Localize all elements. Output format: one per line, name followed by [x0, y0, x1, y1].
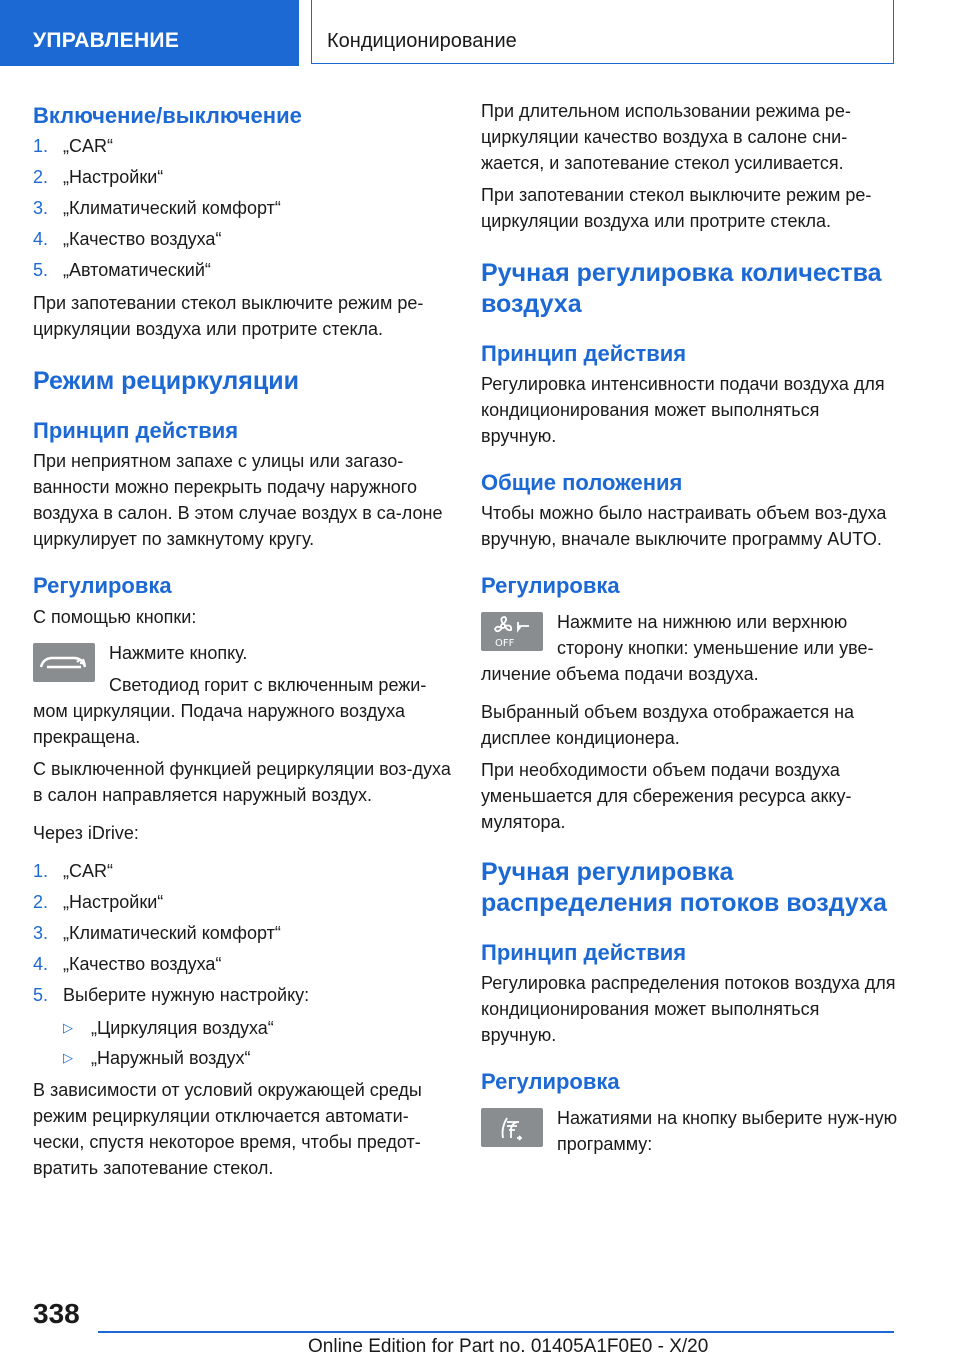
list-item: ▷ „Циркуляция воздуха“ — [63, 1018, 274, 1038]
list-item: 1. „CAR“ — [33, 861, 113, 881]
list-item: 2. „Настройки“ — [33, 892, 164, 912]
options-sublist — [33, 1013, 451, 1073]
svg-text:OFF: OFF — [495, 638, 515, 649]
paragraph: Через iDrive: — [33, 823, 139, 843]
air-distribution-button-icon — [481, 1108, 543, 1147]
paragraph: С помощью кнопки: — [33, 607, 197, 627]
paragraph: Регулировка интенсивности подачи воздуха для кондиционирования может выполняться вручную. — [481, 374, 885, 446]
heading-manual-amount: Ручная регулировка количества воздуха — [481, 259, 882, 318]
footer-divider — [98, 1331, 894, 1333]
list-item: 5. „Автоматический“ — [33, 260, 211, 280]
fan-button-icon — [481, 612, 543, 651]
program-instruction — [481, 1105, 899, 1157]
page-number: 338 — [33, 1298, 80, 1329]
list-item: 2. „Настройки“ — [33, 167, 164, 187]
paragraph: сторону кнопки: уменьшение или уве-личение объема подачи воздуха. — [481, 638, 874, 684]
list-item: 4. „Качество воздуха“ — [33, 229, 222, 249]
paragraph: При длительном использовании режима ре-циркуляции качество воздуха в салоне сни-жается, и запотевание стекол усиливается. — [481, 101, 851, 173]
paragraph: При запотевании стекол выключите режим ре-циркуляции воздуха или протрите стекла. — [481, 185, 872, 231]
heading-onoff: Включение/выключение — [33, 103, 302, 128]
heading-principle: Принцип действия — [481, 341, 687, 366]
chapter-header — [311, 0, 894, 64]
paragraph: Нажмите кнопку. — [109, 643, 248, 663]
recirc-instruction — [33, 640, 451, 750]
heading-recirculation: Режим рециркуляции — [33, 367, 300, 395]
paragraph: В зависимости от условий окружающей среды режим рециркуляции отключается автомати-чески, спустя некоторое время, чтобы предот-вратить запотевание стекол. — [33, 1080, 422, 1178]
paragraph: При неприятном запахе с улицы или загазо-ванности можно перекрыть подачу наружного воздуха в салон. В этом случае воздух в са-лоне циркулирует по замкнутому кругу. — [33, 451, 443, 549]
recirculation-button-icon — [33, 643, 95, 682]
edition-info: Online Edition for Part no. 01405A1F0E0 - X/20 — [308, 1336, 709, 1357]
paragraph: При запотевании стекол выключите режим ре-циркуляции воздуха или протрите стекла. — [33, 293, 424, 339]
list-item: 4. „Качество воздуха“ — [33, 954, 222, 974]
steps-list-2 — [33, 856, 451, 1011]
heading-control: Регулировка — [33, 573, 172, 598]
paragraph: Нажмите на нижнюю или верхнюю — [557, 612, 848, 632]
steps-list-1 — [33, 131, 451, 286]
heading-principle: Принцип действия — [33, 418, 239, 443]
paragraph: Нажатиями на кнопку выберите нуж-ную программу: — [557, 1108, 898, 1154]
list-item: 3. „Климатический комфорт“ — [33, 198, 281, 218]
heading-control: Регулировка — [481, 573, 620, 598]
paragraph: Светодиод горит с включенным режи-мом циркуляции. Подача наружного воздуха прекращена. — [33, 675, 427, 747]
list-item: 1. „CAR“ — [33, 136, 113, 156]
paragraph: При необходимости объем подачи воздуха уменьшается для сбережения ресурса акку-мулятора. — [481, 760, 852, 832]
heading-control: Регулировка — [481, 1069, 620, 1094]
heading-general: Общие положения — [481, 470, 683, 495]
heading-manual-distribution: Ручная регулировка распределения потоков воздуха — [481, 858, 887, 917]
paragraph: С выключенной функцией рециркуляции воз-духа в салон направляется наружный воздух. — [33, 759, 451, 805]
chapter-title: Кондиционирование — [327, 30, 517, 52]
right-column — [481, 98, 899, 1157]
list-item: 5. Выберите нужную настройку: — [33, 985, 310, 1005]
list-item: ▷ „Наружный воздух“ — [63, 1048, 251, 1068]
list-item: 3. „Климатический комфорт“ — [33, 923, 281, 943]
paragraph: Чтобы можно было настраивать объем воз-духа вручную, вначале выключите программу AUTO. — [481, 503, 887, 549]
section-tab — [0, 0, 299, 66]
paragraph: Выбранный объем воздуха отображается на дисплее кондиционера. — [481, 702, 855, 748]
left-column — [33, 98, 451, 1181]
fan-instruction — [481, 609, 899, 687]
section-title: УПРАВЛЕНИЕ — [33, 29, 180, 52]
paragraph: Регулировка распределения потоков воздуха для кондиционирования может выполняться вручную. — [481, 973, 896, 1045]
heading-principle: Принцип действия — [481, 940, 687, 965]
